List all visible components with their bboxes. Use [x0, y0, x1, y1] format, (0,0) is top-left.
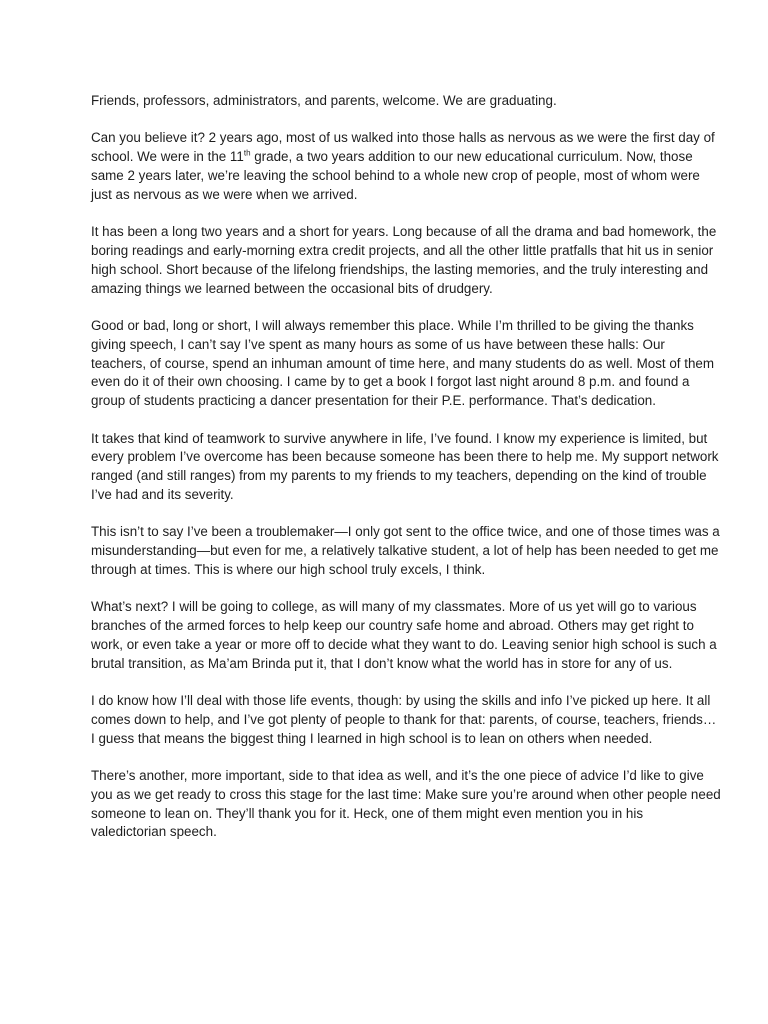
paragraph-troublemaker: This isn’t to say I’ve been a troublemaker—I only got sent to the office twice, and one of those times was a misunderstanding—but even for me, a relatively talkative student, a lot of help has been needed to get me through at times. This is where our high school truly excels, I think.: [91, 524, 720, 577]
paragraph-life-events: I do know how I’ll deal with those life events, though: by using the skills and info I’ve picked up here. It all comes down to help, and I’ve got plenty of people to thank for that: parents, of course, teachers, friends… I guess that means the biggest thing I learned in high school is to lean on others when needed.: [91, 693, 717, 746]
speech-document: [91, 92, 721, 861]
paragraph-remember: Good or bad, long or short, I will always remember this place. While I’m thrilled to be giving the thanks giving speech, I can’t say I’ve spent as many hours as some of us have between these halls: Our teachers, of course, spend an inhuman amount of time here, and many students do as well. Most of them even do it of their own choosing. I came by to get a book I forgot last night around 8 p.m. and found a group of students practicing a dancer presentation for their P.E. performance. That’s dedication.: [91, 317, 715, 409]
paragraph-greeting: Friends, professors, administrators, and parents, welcome. We are graduating.: [91, 93, 557, 108]
paragraph-intro-text: Can you believe it? 2 years ago, most of us walked into those halls as nervous as we were the first day of school. We were in the 11: [91, 130, 715, 165]
paragraph-advice: There’s another, more important, side to that idea as well, and it’s the one piece of advice I’d like to give you as we get ready to cross this stage for the last time: Make sure you’re around when other people need someone to lean on. They’ll thank you for it. Heck, one of them might even mention you in his valedictorian speech.: [91, 768, 721, 840]
paragraph-intro-text-continued: grade, a two years addition to our new educational curriculum. Now, those same 2 years later, we’re leaving the school behind to a whole new crop of people, most of whom were just as nervous as we were when we arrived.: [91, 149, 700, 202]
paragraph-whats-next: What’s next? I will be going to college, as will many of my classmates. More of us yet will go to various branches of the armed forces to help keep our country safe home and abroad. Others may get right to work, or even take a year or more off to decide what they want to do. Leaving senior high school is such a brutal transition, as Ma’am Brinda put it, that I don’t know what the world has in store for any of us.: [91, 599, 717, 671]
ordinal-superscript: th: [243, 148, 251, 158]
paragraph-teamwork: It takes that kind of teamwork to survive anywhere in life, I’ve found. I know my experience is limited, but every problem I’ve overcome has been because someone has been there to help me. My support network ranged (and still ranges) from my parents to my friends to my teachers, depending on the kind of trouble I’ve had and its severity.: [91, 430, 719, 502]
paragraph-intro: [91, 129, 721, 204]
paragraph-two-years: It has been a long two years and a short for years. Long because of all the drama and bad homework, the boring readings and early-morning extra credit projects, and all the other little pratfalls that hit us in senior high school. Short because of the lifelong friendships, the lasting memories, and the truly interesting and amazing things we learned between the occasional bits of drudgery.: [91, 224, 717, 296]
